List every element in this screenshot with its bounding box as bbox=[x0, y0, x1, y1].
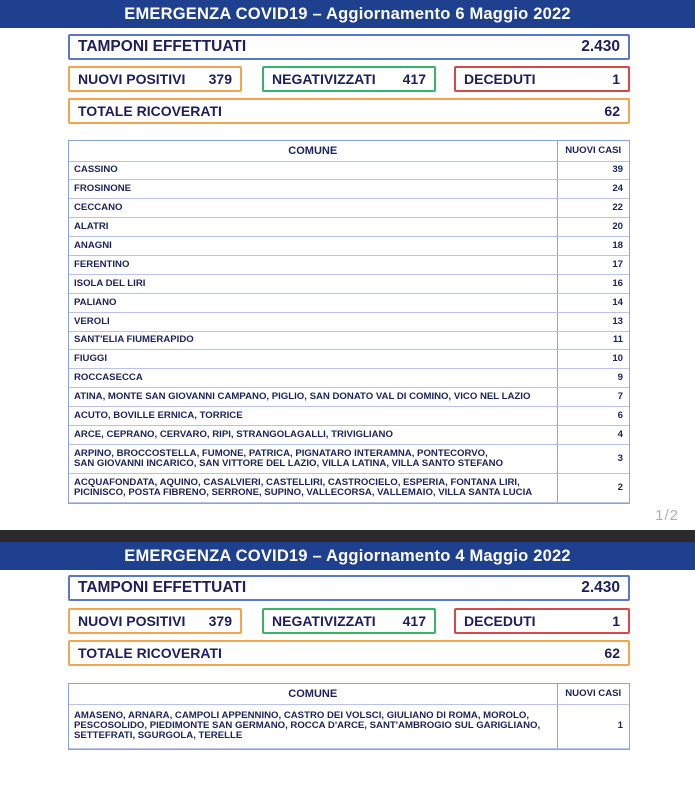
positivi-box bbox=[68, 608, 242, 634]
casi-cell: 9 bbox=[557, 369, 629, 388]
comune-cell: ISOLA DEL LIRI bbox=[69, 274, 557, 293]
comune-cell: PALIANO bbox=[69, 293, 557, 312]
report-page-2 bbox=[0, 542, 695, 800]
comune-line: PESCOSOLIDO, PIEDIMONTE SAN GERMANO, ROCCA D'ARCE, SANT'AMBROGIO SUL GARIGLIANO, bbox=[74, 720, 541, 731]
comune-cell: VEROLI bbox=[69, 312, 557, 331]
table-row bbox=[69, 180, 629, 199]
comuni-table bbox=[68, 683, 630, 750]
comune-cell: ACUTO, BOVILLE ERNICA, TORRICE bbox=[69, 407, 557, 426]
comune-cell: ALATRI bbox=[69, 218, 557, 237]
table-row bbox=[69, 369, 629, 388]
deceduti-label: DECEDUTI bbox=[464, 71, 536, 87]
casi-cell: 20 bbox=[557, 218, 629, 237]
tamponi-box bbox=[68, 575, 630, 601]
comune-cell: SANT'ELIA FIUMERAPIDO bbox=[69, 331, 557, 350]
ricoverati-value: 62 bbox=[604, 645, 620, 661]
ricoverati-label: TOTALE RICOVERATI bbox=[78, 103, 222, 119]
table-row bbox=[69, 425, 629, 444]
comune-cell: ATINA, MONTE SAN GIOVANNI CAMPANO, PIGLIO, SAN DONATO VAL DI COMINO, VICO NEL LAZIO bbox=[69, 388, 557, 407]
tamponi-label: TAMPONI EFFETTUATI bbox=[78, 579, 247, 596]
comune-cell: FROSINONE bbox=[69, 180, 557, 199]
negativizzati-box bbox=[262, 66, 436, 92]
table-row bbox=[69, 444, 629, 473]
table-row bbox=[69, 274, 629, 293]
col-comune-header: COMUNE bbox=[69, 684, 557, 704]
table-row bbox=[69, 350, 629, 369]
casi-cell: 11 bbox=[557, 331, 629, 350]
casi-cell: 16 bbox=[557, 274, 629, 293]
casi-cell: 39 bbox=[557, 161, 629, 180]
negativizzati-box bbox=[262, 608, 436, 634]
table-row bbox=[69, 218, 629, 237]
page-indicator: 1/2 bbox=[655, 507, 679, 524]
casi-cell: 14 bbox=[557, 293, 629, 312]
casi-cell: 2 bbox=[557, 473, 629, 502]
tamponi-value: 2.430 bbox=[581, 38, 620, 55]
positivi-box bbox=[68, 66, 242, 92]
casi-cell: 18 bbox=[557, 237, 629, 256]
ricoverati-value: 62 bbox=[604, 103, 620, 119]
comune-line: AMASENO, ARNARA, CAMPOLI APPENNINO, CASTRO DEI VOLSCI, GIULIANO DI ROMA, MOROLO, bbox=[74, 710, 529, 721]
positivi-value: 379 bbox=[208, 613, 232, 629]
comune-cell bbox=[69, 473, 557, 502]
negativizzati-label: NEGATIVIZZATI bbox=[272, 613, 376, 629]
ricoverati-box bbox=[68, 640, 630, 666]
table-row bbox=[69, 293, 629, 312]
casi-cell: 17 bbox=[557, 255, 629, 274]
col-casi-header: NUOVI CASI bbox=[557, 141, 629, 161]
comune-line: PICINISCO, POSTA FIBRENO, SERRONE, SUPINO, VALLECORSA, VALLEMAIO, VILLA SANTA LUCIA bbox=[74, 486, 533, 498]
ricoverati-box bbox=[68, 98, 630, 124]
casi-cell: 3 bbox=[557, 444, 629, 473]
comune-line: ARPINO, BROCCOSTELLA, FUMONE, PATRICA, PIGNATARO INTERAMNA, PONTECORVO, bbox=[74, 447, 488, 459]
comune-cell: CASSINO bbox=[69, 161, 557, 180]
ricoverati-label: TOTALE RICOVERATI bbox=[78, 645, 222, 661]
comune-cell: ANAGNI bbox=[69, 237, 557, 256]
casi-cell: 6 bbox=[557, 407, 629, 426]
comune-line: ACQUAFONDATA, AQUINO, CASALVIERI, CASTELLIRI, CASTROCIELO, ESPERIA, FONTANA LIRI, bbox=[74, 476, 520, 488]
table-row bbox=[69, 331, 629, 350]
table-row bbox=[69, 704, 629, 748]
comune-line: SETTEFRATI, SGURGOLA, TERELLE bbox=[74, 730, 243, 741]
negativizzati-label: NEGATIVIZZATI bbox=[272, 71, 376, 87]
col-casi-header: NUOVI CASI bbox=[557, 684, 629, 704]
positivi-label: NUOVI POSITIVI bbox=[78, 71, 186, 87]
positivi-value: 379 bbox=[208, 71, 232, 87]
comune-cell bbox=[69, 444, 557, 473]
table-row bbox=[69, 388, 629, 407]
page-separator bbox=[0, 530, 695, 542]
negativizzati-value: 417 bbox=[402, 613, 426, 629]
tamponi-value: 2.430 bbox=[581, 579, 620, 596]
negativizzati-value: 417 bbox=[402, 71, 426, 87]
deceduti-box bbox=[454, 608, 630, 634]
table-row bbox=[69, 312, 629, 331]
casi-cell: 22 bbox=[557, 199, 629, 218]
deceduti-value: 1 bbox=[612, 71, 620, 87]
comune-cell: FERENTINO bbox=[69, 255, 557, 274]
table-row bbox=[69, 161, 629, 180]
table-row bbox=[69, 407, 629, 426]
report-title: EMERGENZA COVID19 – Aggiornamento 6 Maggio 2022 bbox=[0, 0, 695, 28]
table-row bbox=[69, 473, 629, 502]
comune-cell: FIUGGI bbox=[69, 350, 557, 369]
deceduti-box bbox=[454, 66, 630, 92]
col-comune-header: COMUNE bbox=[69, 141, 557, 161]
comune-cell bbox=[69, 704, 557, 748]
deceduti-label: DECEDUTI bbox=[464, 613, 536, 629]
table-row bbox=[69, 237, 629, 256]
comuni-table bbox=[68, 140, 630, 504]
tamponi-label: TAMPONI EFFETTUATI bbox=[78, 38, 247, 55]
table-row bbox=[69, 199, 629, 218]
comune-cell: CECCANO bbox=[69, 199, 557, 218]
table-row bbox=[69, 255, 629, 274]
report-title: EMERGENZA COVID19 – Aggiornamento 4 Maggio 2022 bbox=[0, 542, 695, 570]
comune-line: SAN GIOVANNI INCARICO, SAN VITTORE DEL LAZIO, VILLA LATINA, VILLA SANTO STEFANO bbox=[74, 457, 504, 469]
casi-cell: 4 bbox=[557, 425, 629, 444]
casi-cell: 10 bbox=[557, 350, 629, 369]
comune-cell: ROCCASECCA bbox=[69, 369, 557, 388]
casi-cell: 13 bbox=[557, 312, 629, 331]
deceduti-value: 1 bbox=[612, 613, 620, 629]
casi-cell: 7 bbox=[557, 388, 629, 407]
comune-cell: ARCE, CEPRANO, CERVARO, RIPI, STRANGOLAGALLI, TRIVIGLIANO bbox=[69, 425, 557, 444]
positivi-label: NUOVI POSITIVI bbox=[78, 613, 186, 629]
tamponi-box bbox=[68, 34, 630, 60]
casi-cell: 1 bbox=[557, 704, 629, 748]
casi-cell: 24 bbox=[557, 180, 629, 199]
